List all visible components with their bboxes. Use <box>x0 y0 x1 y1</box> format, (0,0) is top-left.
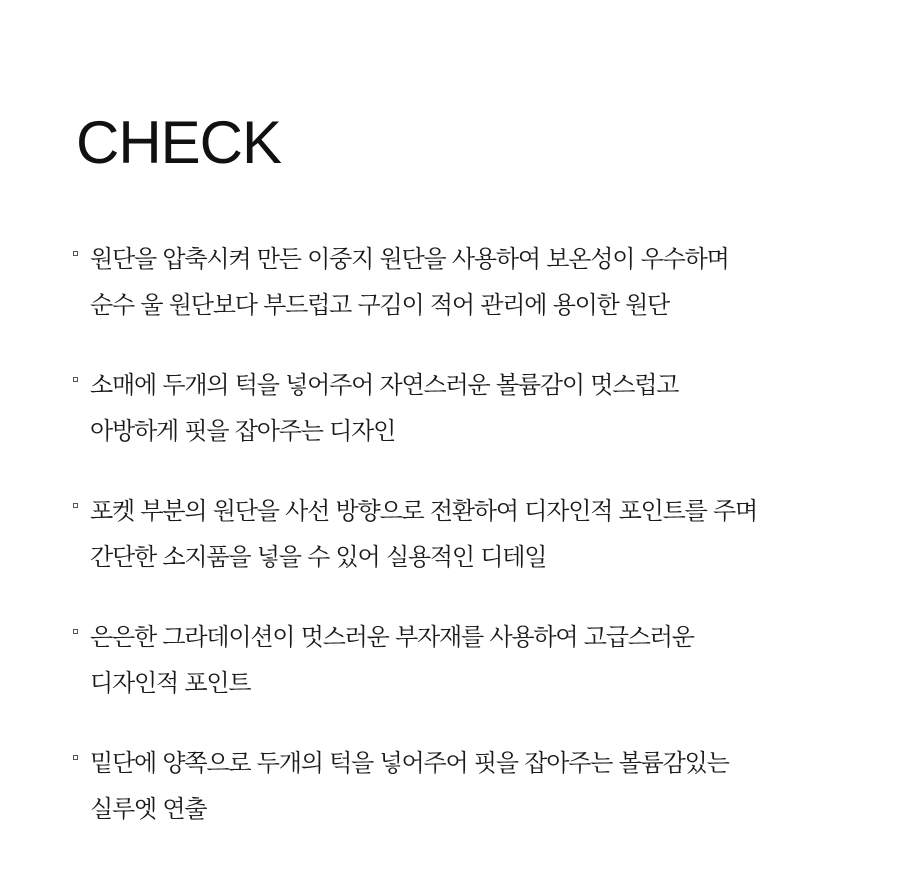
item-text-line: 아방하게 핏을 잡아주는 디자인 <box>90 417 396 445</box>
list-item <box>70 740 870 832</box>
item-text-line: 밑단에 양쪽으로 두개의 턱을 넣어주어 핏을 잡아주는 볼륨감있는 <box>90 749 729 777</box>
square-bullet-icon <box>73 377 78 382</box>
list-item <box>70 614 870 706</box>
item-text-line: 포켓 부분의 원단을 사선 방향으로 전환하여 디자인적 포인트를 주며 <box>90 497 757 525</box>
item-text-line: 순수 울 원단보다 부드럽고 구김이 적어 관리에 용이한 원단 <box>90 291 670 319</box>
item-text-line: 간단한 소지품을 넣을 수 있어 실용적인 디테일 <box>90 543 547 571</box>
list-item <box>70 488 870 580</box>
list-item <box>70 362 870 454</box>
list-item <box>70 236 870 328</box>
item-text-line: 디자인적 포인트 <box>90 669 251 697</box>
square-bullet-icon <box>73 755 78 760</box>
item-text-line: 소매에 두개의 턱을 넣어주어 자연스러운 볼륨감이 멋스럽고 <box>90 371 679 399</box>
item-text-line: 은은한 그라데이션이 멋스러운 부자재를 사용하여 고급스러운 <box>90 623 694 651</box>
square-bullet-icon <box>73 629 78 634</box>
item-text-line: 원단을 압축시켜 만든 이중지 원단을 사용하여 보온성이 우수하며 <box>90 245 729 273</box>
item-text-line: 실루엣 연출 <box>90 795 207 823</box>
square-bullet-icon <box>73 251 78 256</box>
square-bullet-icon <box>73 503 78 508</box>
check-list <box>70 236 870 866</box>
page-title: CHECK <box>76 109 282 176</box>
